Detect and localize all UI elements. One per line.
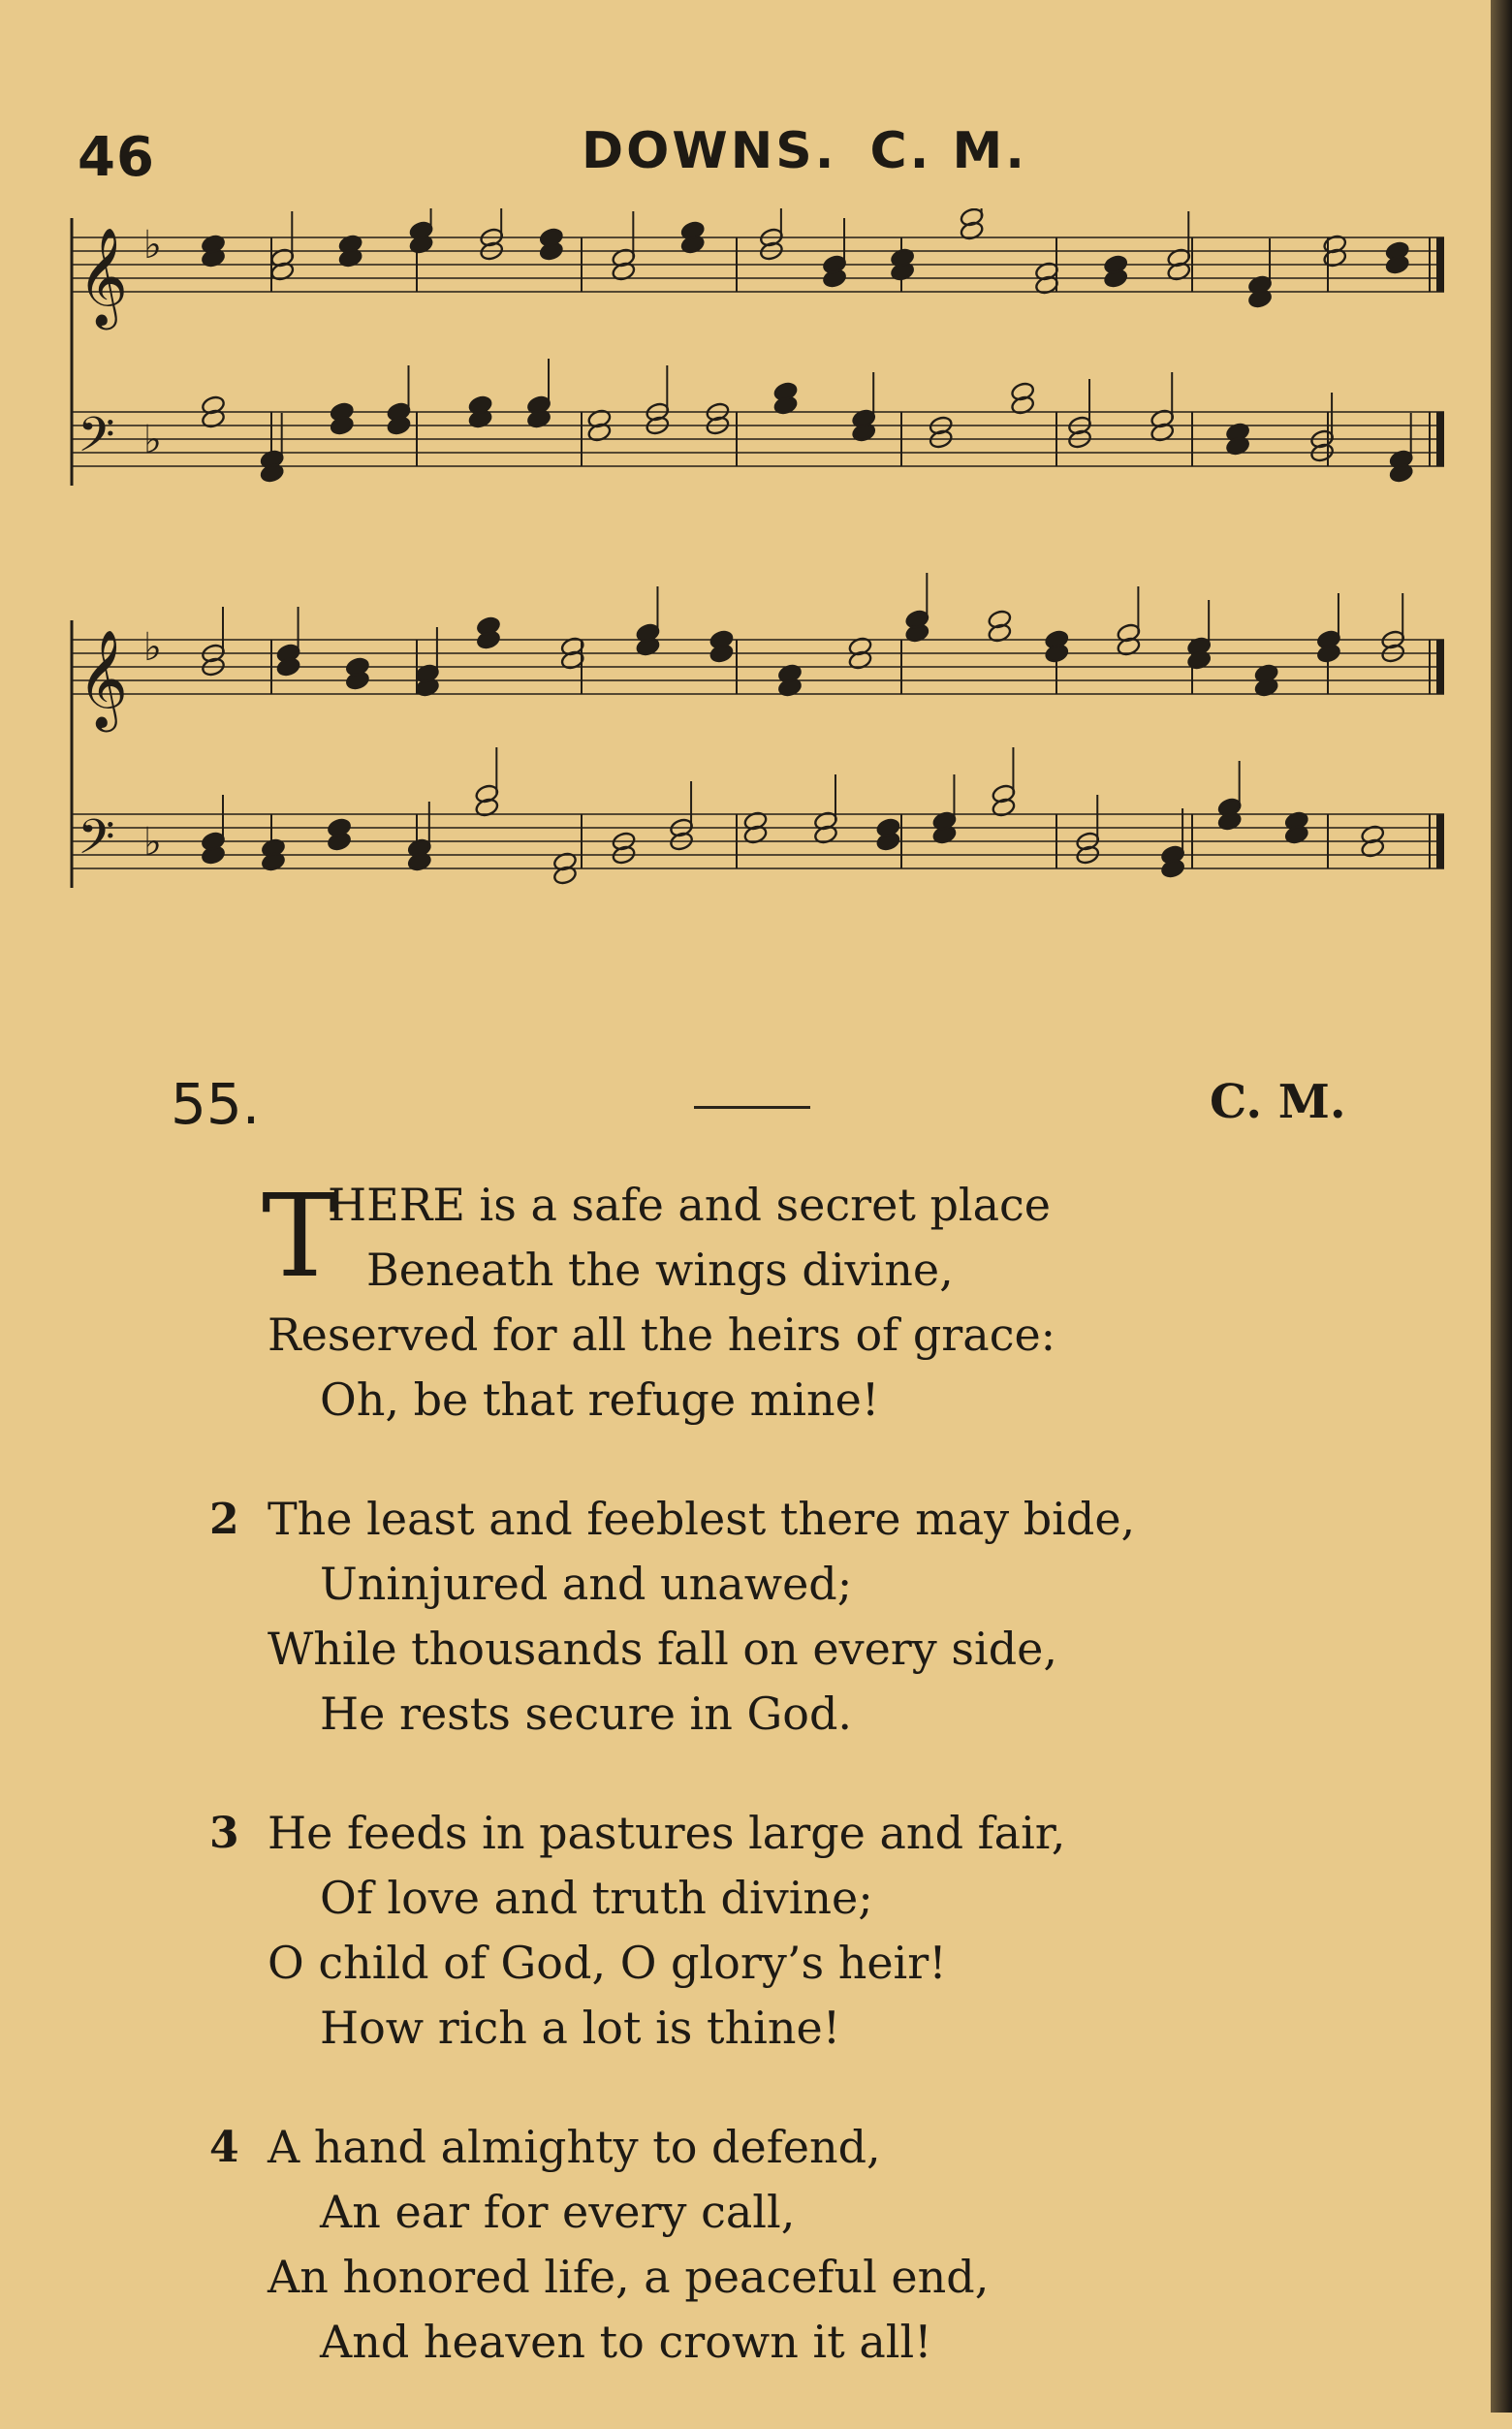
final-bar-line (1436, 640, 1444, 694)
music-score-image (68, 208, 1464, 1013)
final-bar-line (1436, 412, 1444, 466)
final-bar-line (1436, 814, 1444, 868)
verse-line: O child of God, O glory’s heir! (268, 1937, 947, 1989)
verse-line: HERE is a safe and secret place (328, 1179, 1052, 1231)
verse-line: And heaven to crown it all! (320, 2316, 932, 2368)
verse-line: Of love and truth divine; (320, 1872, 873, 1924)
bass-clef-icon: 𝄢 (78, 809, 115, 877)
verse-1 (0, 1169, 1491, 1433)
verse-number: 2 (209, 1495, 239, 1544)
verse-number: 3 (209, 1809, 239, 1858)
verse-line: 3 He feeds in pastures large and fair, (0, 1801, 1491, 1866)
verse-line: Reserved for all the heirs of grace: (268, 1309, 1056, 1361)
verse-line: 2 The least and feeblest there may bide, (0, 1487, 1491, 1552)
hymn-text (0, 1169, 1491, 2429)
treble-clef-icon: 𝄞 (78, 628, 129, 728)
hymn-heading (0, 1071, 1491, 1139)
verse-line: 4 A hand almighty to defend, (0, 2115, 1491, 2180)
verse-line: Beneath the wings divine, (366, 1244, 954, 1296)
verse-line: How rich a lot is thine! (320, 2002, 841, 2054)
verse-3 (0, 1801, 1491, 2061)
verse-line: He rests secure in God. (320, 1688, 853, 1740)
flat-icon: ♭ (143, 820, 162, 865)
hymn-number: 55. (171, 1071, 261, 1137)
verse-number: 4 (209, 2123, 239, 2172)
verse-line: An honored life, a peaceful end, (268, 2251, 990, 2303)
verse-line: An ear for every call, (320, 2186, 796, 2238)
tune-name: DOWNS. (582, 122, 837, 180)
verse-line: Uninjured and unawed; (320, 1558, 853, 1610)
bass-clef-icon: 𝄢 (78, 407, 115, 475)
verse-2 (0, 1487, 1491, 1747)
treble-clef-icon: 𝄞 (78, 226, 129, 326)
hymn-dash (694, 1106, 810, 1109)
tune-meter: C. M. (869, 122, 1027, 180)
final-bar-line (1436, 237, 1444, 292)
flat-icon: ♭ (143, 418, 162, 462)
tune-title (582, 122, 1027, 180)
page-edge (1491, 0, 1512, 2413)
verse-line: While thousands fall on every side, (268, 1623, 1058, 1675)
verse-4 (0, 2115, 1491, 2375)
hymn-meter: C. M. (1210, 1075, 1346, 1129)
page-header (0, 114, 1491, 192)
verse-line: Oh, be that refuge mine! (320, 1373, 880, 1426)
flat-icon: ♭ (143, 625, 162, 670)
drop-cap: T (262, 1169, 338, 1303)
page-number: 46 (78, 126, 155, 189)
flat-icon: ♭ (143, 223, 162, 268)
music-score (68, 208, 1464, 1013)
